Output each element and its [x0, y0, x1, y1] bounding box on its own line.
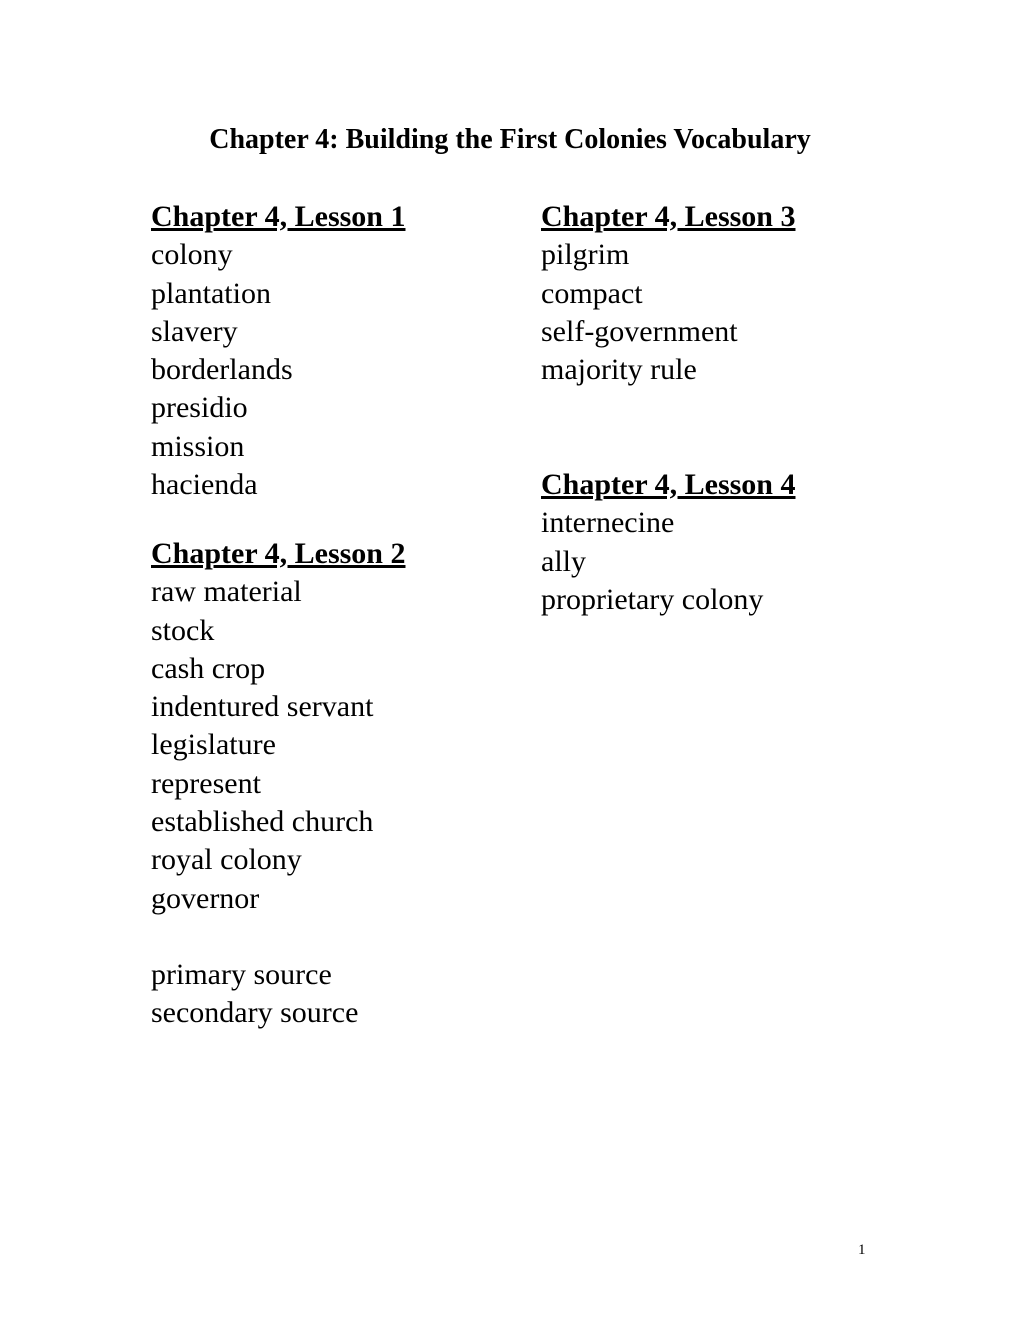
term-item: legislature	[151, 728, 276, 762]
term-item: self-government	[541, 314, 738, 348]
lesson-3-heading: Chapter 4, Lesson 3	[541, 200, 796, 233]
term-item: colony	[151, 238, 233, 272]
term-item: raw material	[151, 575, 302, 609]
term-item: governor	[151, 881, 260, 915]
term-item: borderlands	[151, 353, 293, 387]
lesson-4-section	[541, 466, 795, 619]
term-item: slavery	[151, 314, 238, 348]
term-item: secondary source	[151, 996, 359, 1030]
term-item: mission	[151, 429, 245, 463]
lesson-2-section	[151, 535, 405, 918]
term-item: indentured servant	[151, 690, 374, 724]
term-item: internecine	[541, 506, 675, 540]
term-item: hacienda	[151, 468, 258, 502]
term-item: compact	[541, 276, 643, 310]
term-item: royal colony	[151, 843, 302, 877]
term-item: established church	[151, 805, 374, 839]
term-item: primary source	[151, 958, 332, 991]
term-item: proprietary colony	[541, 582, 764, 616]
page-number: 1	[858, 1242, 866, 1258]
lesson-4-term-list	[541, 504, 795, 619]
term-item: cash crop	[151, 651, 266, 685]
lesson-3-section	[541, 198, 795, 389]
term-item: presidio	[151, 391, 248, 425]
lesson-2-heading: Chapter 4, Lesson 2	[151, 537, 406, 570]
lesson-1-term-list	[151, 236, 405, 504]
term-item: plantation	[151, 276, 271, 310]
lesson-2-term-list	[151, 573, 405, 918]
lesson-1-heading: Chapter 4, Lesson 1	[151, 200, 406, 233]
extra-term-list	[151, 956, 358, 1033]
page-title: Chapter 4: Building the First Colonies Vocabulary	[209, 124, 811, 155]
term-item: represent	[151, 766, 261, 800]
term-item: stock	[151, 613, 215, 647]
lesson-1-section	[151, 198, 405, 504]
lesson-4-heading: Chapter 4, Lesson 4	[541, 468, 796, 501]
lesson-3-term-list	[541, 236, 795, 389]
term-item: majority rule	[541, 353, 697, 387]
term-item: pilgrim	[541, 238, 630, 272]
term-item: ally	[541, 544, 586, 578]
